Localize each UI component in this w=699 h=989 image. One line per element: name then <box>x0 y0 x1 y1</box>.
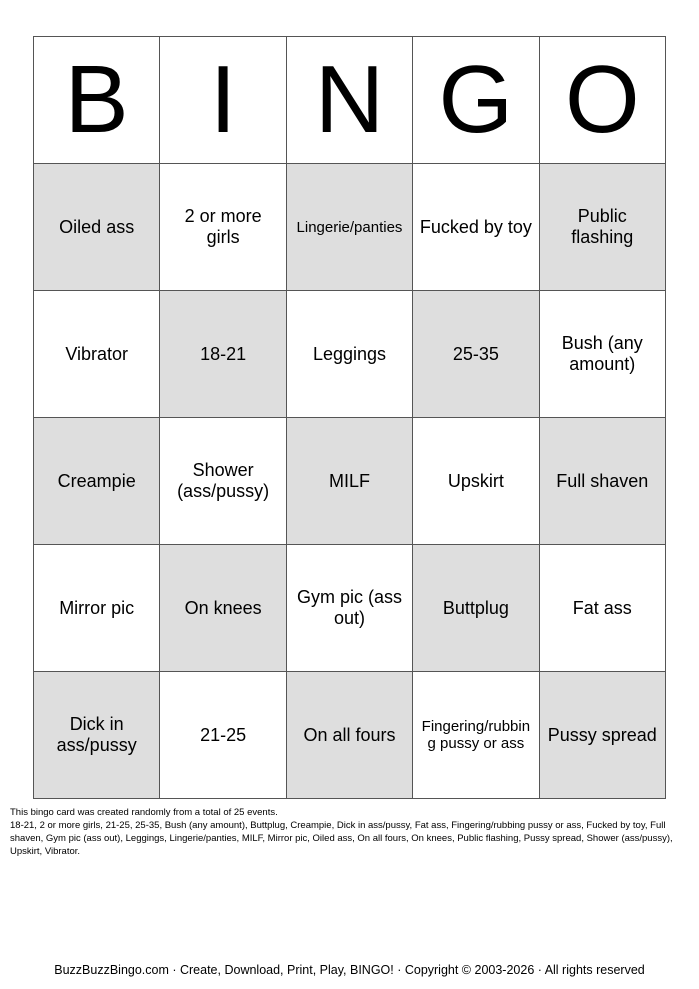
notes-summary: This bingo card was created randomly from a total of 25 events. <box>10 807 278 818</box>
bingo-row-2 <box>34 291 666 418</box>
cell-text: MILF <box>328 470 370 491</box>
cell-text: Public flashing <box>571 206 634 247</box>
cell-text: Upskirt <box>447 470 504 491</box>
bingo-row-1 <box>34 164 666 291</box>
cell-text: Buttplug <box>442 597 509 618</box>
header-letter-i: I <box>160 37 286 164</box>
bingo-cell <box>34 545 160 672</box>
bingo-row-5 <box>34 672 666 799</box>
bingo-cell <box>539 672 665 799</box>
cell-text: Lingerie/panties <box>296 218 403 236</box>
cell-text: Leggings <box>312 343 387 364</box>
bingo-cell <box>34 672 160 799</box>
cell-text: Vibrator <box>65 343 129 364</box>
bingo-cell <box>160 672 286 799</box>
cell-text: Dick in ass/pussy <box>56 714 137 755</box>
notes-event-list: 18-21, 2 or more girls, 21-25, 25-35, Bush (any amount), Buttplug, Creampie, Dick in ass/pussy, Fat ass, Fingering/rubbing pussy or ass, Fucked by toy, Full shaven, Gym pic (ass out), Leggings, Lingerie/panties, MILF, Mirror pic, Oiled ass, On all fours, On knees, Public flashing, Pussy spread, Shower (ass/pussy), Upskirt, Vibrator. <box>10 820 673 857</box>
bingo-cell <box>539 418 665 545</box>
bingo-cell <box>34 418 160 545</box>
page-footer: BuzzBuzzBingo.com · Create, Download, Print, Play, BINGO! · Copyright © 2003-2026 · All rights reserved <box>54 963 645 977</box>
cell-text: Mirror pic <box>59 597 135 618</box>
cell-text: Oiled ass <box>59 216 135 237</box>
cell-text: 21-25 <box>200 724 247 745</box>
bingo-cell <box>286 291 412 418</box>
cell-text: Fucked by toy <box>419 216 532 237</box>
bingo-row-4 <box>34 545 666 672</box>
bingo-cell <box>413 418 539 545</box>
header-letter-o: O <box>539 37 665 164</box>
bingo-cell <box>413 164 539 291</box>
bingo-cell <box>34 164 160 291</box>
cell-text: Gym pic (ass out) <box>296 587 402 628</box>
cell-text: Full shaven <box>556 470 649 491</box>
cell-text: Bush (any amount) <box>561 333 643 374</box>
bingo-cell <box>539 291 665 418</box>
cell-text: 18-21 <box>200 343 247 364</box>
header-letter-g: G <box>413 37 539 164</box>
bingo-cell <box>160 545 286 672</box>
bingo-cell <box>160 418 286 545</box>
bingo-cell <box>286 418 412 545</box>
cell-text: Shower (ass/pussy) <box>177 460 270 501</box>
cell-text: Pussy spread <box>547 724 657 745</box>
bingo-cell <box>160 291 286 418</box>
cell-text: On all fours <box>303 724 396 745</box>
cell-text: 2 or more girls <box>184 206 262 247</box>
bingo-card <box>33 36 666 799</box>
bingo-cell <box>413 291 539 418</box>
bingo-cell <box>34 291 160 418</box>
cell-text: Fingering/rubbing pussy or ass <box>421 718 531 752</box>
bingo-cell <box>286 672 412 799</box>
cell-text: 25-35 <box>452 343 499 364</box>
bingo-header-row <box>34 37 666 164</box>
card-notes <box>10 806 690 858</box>
bingo-cell <box>286 545 412 672</box>
bingo-cell <box>413 672 539 799</box>
bingo-cell <box>539 164 665 291</box>
bingo-cell <box>160 164 286 291</box>
bingo-cell <box>539 545 665 672</box>
bingo-cell <box>413 545 539 672</box>
bingo-row-3 <box>34 418 666 545</box>
cell-text: On knees <box>184 597 262 618</box>
header-letter-b: B <box>34 37 160 164</box>
header-letter-n: N <box>286 37 412 164</box>
bingo-cell <box>286 164 412 291</box>
cell-text: Creampie <box>57 470 136 491</box>
cell-text: Fat ass <box>572 597 632 618</box>
